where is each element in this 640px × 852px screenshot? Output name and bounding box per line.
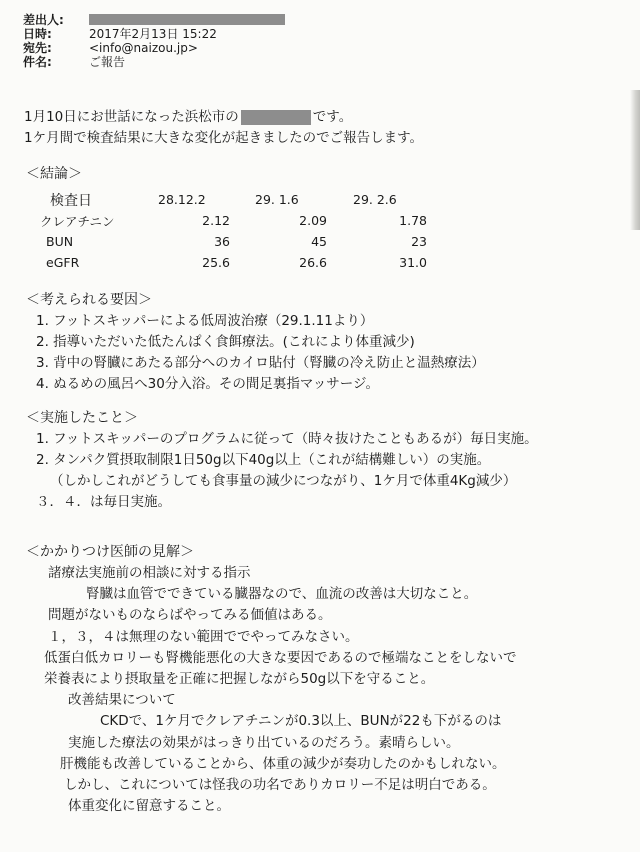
list-item: 4. ぬるめの風呂へ30分入浴。その間足裏指マッサージ。 (36, 376, 379, 392)
table-cell: 25.6 (202, 255, 230, 270)
factors-heading: ＜考えられる要因＞ (26, 292, 152, 308)
opinion-line: 実施した療法の効果がはっきり出ているのだろう。素晴らしい。 (68, 734, 460, 751)
table-cell: 2.09 (299, 213, 327, 228)
table-cell: 45 (311, 234, 327, 249)
conclusion-heading: ＜結論＞ (26, 166, 82, 182)
list-item: 3. 背中の腎臓にあたる部分へのカイロ貼付（腎臓の冷え防止と温熱療法） (36, 355, 485, 371)
opinion-line: しかし、これについては怪我の功名でありカロリー不足は明白である。 (64, 777, 496, 794)
subject-value: ご報告 (89, 55, 126, 69)
to-label: 宛先: (23, 41, 52, 55)
table-row (40, 231, 433, 252)
table-cell: 31.0 (399, 255, 427, 270)
actions-heading: ＜実施したこと＞ (26, 410, 138, 426)
list-item: 2. 指導いただいた低たんぱく食餌療法。(これにより体重減少) (36, 334, 415, 350)
redacted-sender (89, 14, 285, 25)
table-row (40, 252, 433, 273)
from-row (23, 13, 285, 27)
table-cell: 1.78 (399, 213, 427, 228)
opinion-line: 栄養表により摂取量を正確に把握しながら50g以下を守ること。 (44, 671, 435, 688)
list-item: 1. フットスキッパーのプログラムに従って（時々抜けたこともあるが）毎日実施。 (36, 431, 538, 447)
from-label: 差出人: (23, 13, 64, 27)
list-item: 1. フットスキッパーによる低周波治療（29.1.11より） (36, 313, 374, 329)
table-cell: 26.6 (299, 255, 327, 270)
doctor-opinion-heading: ＜かかりつけ医師の見解＞ (26, 544, 194, 560)
intro-line-1 (24, 107, 352, 127)
opinion-line: 肝機能も改善していることから、体重の減少が奏功したのかもしれない。 (60, 755, 506, 772)
table-header-cell: 29. 1.6 (255, 192, 299, 207)
redacted-name (241, 110, 311, 125)
email-header (23, 13, 285, 69)
table-header-cell: 29. 2.6 (353, 192, 397, 207)
to-value: <info@naizou.jp> (89, 41, 198, 55)
actions-list (36, 429, 538, 513)
scan-shadow (630, 90, 640, 230)
table-cell: 36 (214, 234, 230, 249)
opinion-line: 腎臓は血管でできている臓器なので、血流の改善は大切なこと。 (86, 586, 478, 603)
to-row (23, 41, 285, 55)
table-row-label: クレアチニン (40, 213, 115, 229)
table-header-cell: 検査日 (50, 192, 92, 209)
intro-line-2: 1ケ月間で検査結果に大きな変化が起きましたのでご報告します。 (24, 130, 424, 146)
factors-list (36, 311, 485, 395)
subject-label: 件名: (23, 55, 52, 69)
opinion-line: 低蛋白低カロリーも腎機能悪化の大きな要因であるので極端なことをしないで (44, 649, 517, 666)
table-row-label: BUN (46, 234, 74, 249)
date-value: 2017年2月13日 15:22 (89, 27, 217, 41)
opinion-line: 改善結果について (68, 692, 176, 709)
list-item: ３．４．は毎日実施。 (36, 494, 171, 510)
date-row (23, 27, 285, 41)
list-item: （しかしこれがどうしても食事量の減少につながり、1ケ月で体重4Kg減少） (50, 473, 517, 489)
opinion-line: CKDで、1ケ月でクレアチニンが0.3以上、BUNが22も下がるのは (100, 713, 502, 730)
intro-text-before: 1月10日にお世話になった浜松市の (24, 109, 239, 125)
table-header-cell: 28.12.2 (158, 192, 206, 207)
results-table (40, 189, 433, 273)
opinion-line: 問題がないものならばやってみる価値はある。 (48, 607, 332, 624)
doctor-opinion-body (44, 563, 517, 817)
subject-row (23, 55, 285, 69)
table-header-row (40, 189, 433, 210)
list-item: 2. タンパク質摂取制限1日50g以下40g以上（これが結構難しい）の実施。 (36, 452, 491, 468)
table-row-label: eGFR (46, 255, 80, 270)
table-cell: 23 (411, 234, 427, 249)
opinion-line: 諸療法実施前の相談に対する指示 (48, 565, 251, 581)
table-cell: 2.12 (202, 213, 230, 228)
intro-text-after: です。 (312, 109, 353, 125)
table-row (40, 210, 433, 231)
opinion-line: １，３，４は無理のない範囲ででやってみなさい。 (48, 628, 359, 645)
opinion-line: 体重変化に留意すること。 (68, 798, 230, 815)
date-label: 日時: (23, 27, 52, 41)
